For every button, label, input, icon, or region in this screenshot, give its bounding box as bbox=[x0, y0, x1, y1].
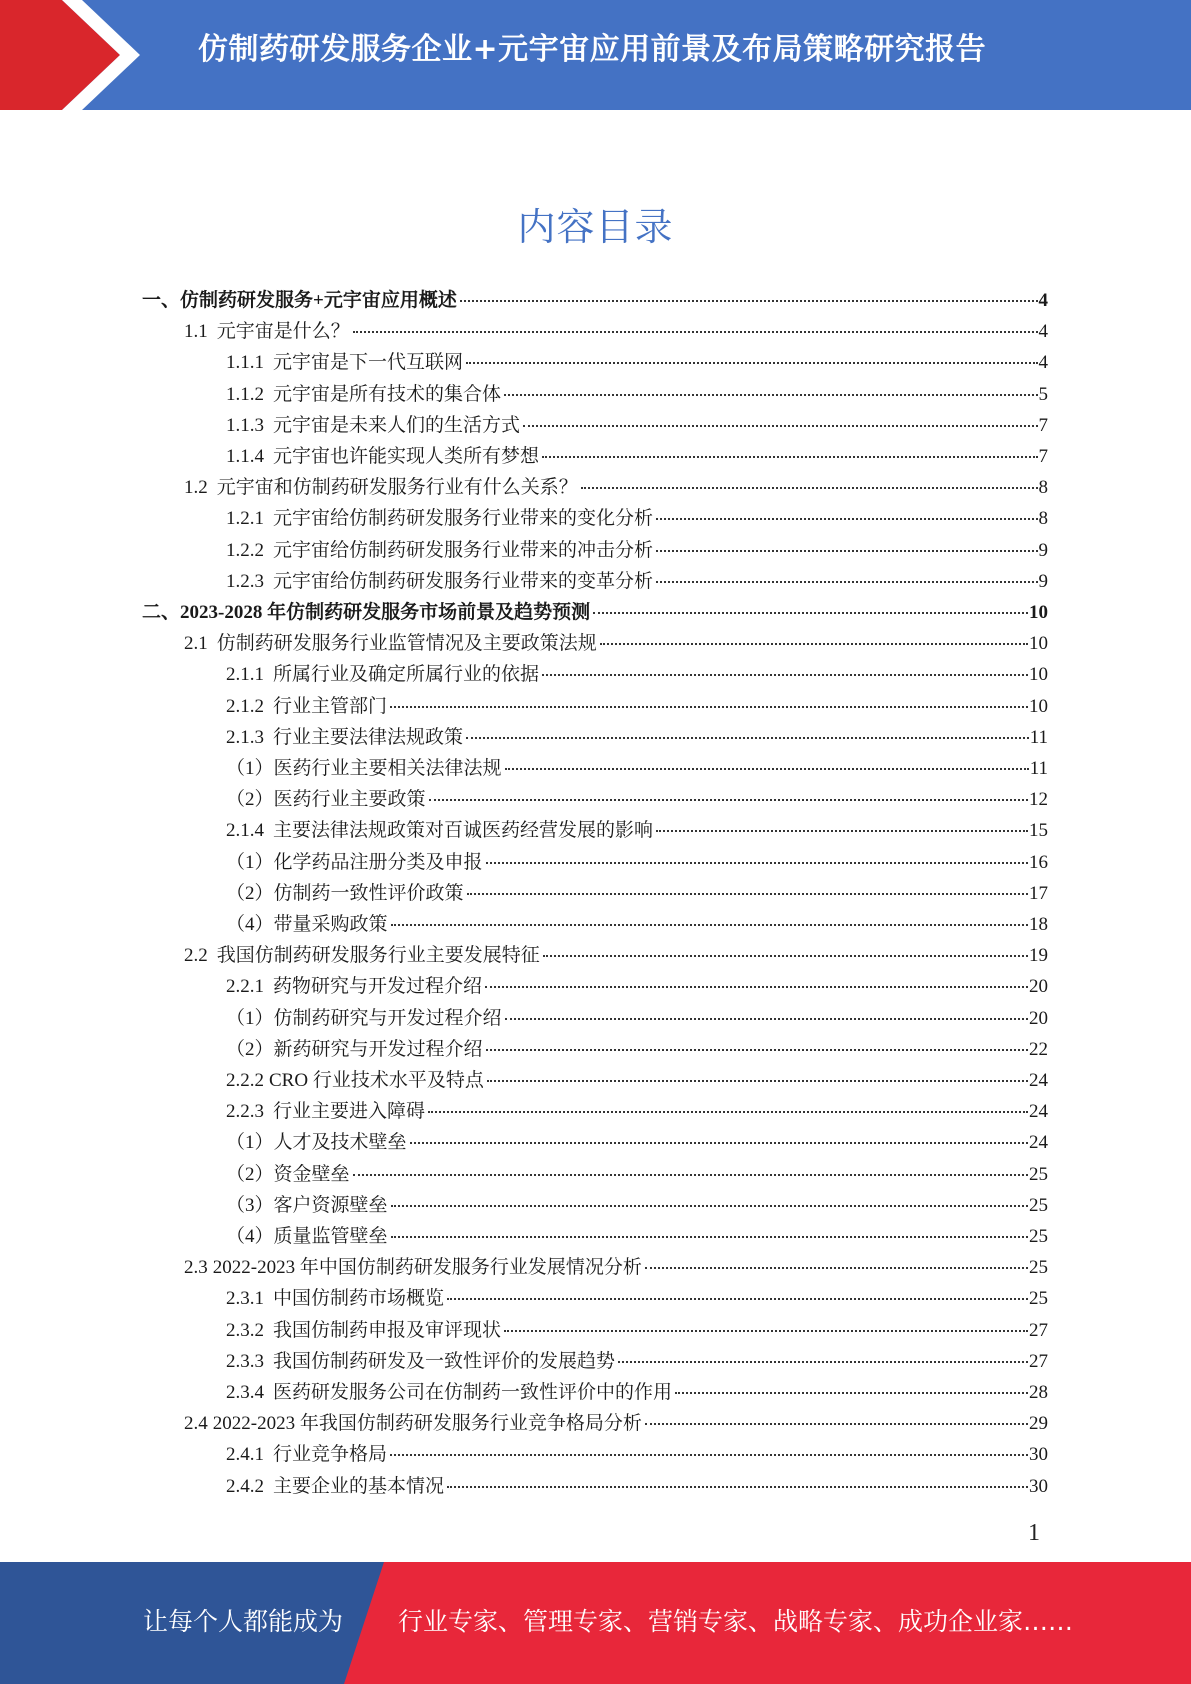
toc-entry-number: 2.3.4 bbox=[226, 1382, 264, 1403]
toc-dot-leader bbox=[505, 1018, 1028, 1020]
toc-entry-number: （3） bbox=[226, 1194, 274, 1216]
toc-entry-title: 仿制药研究与开发过程介绍 bbox=[273, 1007, 502, 1029]
toc-entry-title: 2022-2023 年中国仿制药研发服务行业发展情况分析 bbox=[212, 1257, 642, 1279]
toc-entry-title: 医药行业主要相关法律法规 bbox=[273, 758, 502, 779]
toc-entry[interactable] bbox=[226, 1127, 1048, 1158]
toc-entry-number: 1.2.2 bbox=[226, 539, 264, 561]
toc-entry-page: 27 bbox=[1029, 1350, 1048, 1372]
toc-entry[interactable] bbox=[226, 878, 1048, 909]
toc-dot-leader bbox=[504, 394, 1037, 396]
toc-entry[interactable] bbox=[226, 847, 1048, 878]
toc-entry-number: 1.1 bbox=[184, 321, 208, 343]
toc-entry-number: 2.2.3 bbox=[226, 1101, 264, 1123]
toc-entry[interactable] bbox=[226, 1096, 1048, 1127]
toc-entry[interactable] bbox=[226, 1377, 1048, 1408]
toc-entry[interactable] bbox=[226, 1190, 1048, 1221]
toc-dot-leader bbox=[428, 1111, 1028, 1113]
toc-entry-page: 17 bbox=[1029, 882, 1048, 904]
toc-entry-number: 2.1 bbox=[184, 633, 208, 655]
toc-entry-page: 10 bbox=[1029, 633, 1048, 655]
toc-entry[interactable] bbox=[184, 316, 1048, 347]
toc-dot-leader bbox=[447, 1298, 1028, 1300]
toc-dot-leader bbox=[581, 487, 1038, 489]
toc-entry[interactable] bbox=[226, 1065, 1048, 1096]
toc-entry-page: 24 bbox=[1029, 1070, 1048, 1091]
toc-entry-page: 4 bbox=[1038, 290, 1048, 311]
toc-entry-title: 仿制药研发服务+元宇宙应用概述 bbox=[180, 290, 457, 311]
toc-dot-leader bbox=[542, 456, 1037, 458]
toc-entry[interactable] bbox=[226, 535, 1048, 566]
toc-entry-title: 行业竞争格局 bbox=[273, 1444, 388, 1466]
toc-entry-title: 质量监管壁垒 bbox=[273, 1226, 388, 1247]
toc-entry-title: 2022-2023 年我国仿制药研发服务行业竞争格局分析 bbox=[212, 1413, 642, 1435]
toc-dot-leader bbox=[466, 362, 1037, 364]
toc-entry[interactable] bbox=[226, 1159, 1048, 1190]
toc-entry[interactable] bbox=[226, 1221, 1048, 1252]
toc-entry-number: （4） bbox=[226, 1226, 274, 1247]
toc-entry-number: （2） bbox=[226, 882, 274, 904]
toc-entry-title: 元宇宙也许能实现人类所有梦想 bbox=[273, 446, 540, 467]
toc-entry-page: 11 bbox=[1029, 758, 1048, 779]
toc-entry-title: 我国仿制药申报及审评现状 bbox=[273, 1319, 502, 1341]
toc-entry-page: 9 bbox=[1038, 570, 1048, 592]
toc-entry-number: 1.2.3 bbox=[226, 570, 264, 592]
toc-entry-title: 药物研究与开发过程介绍 bbox=[273, 976, 483, 998]
toc-entry-title: 医药行业主要政策 bbox=[273, 789, 426, 811]
toc-entry-page: 24 bbox=[1029, 1101, 1048, 1123]
toc-entry-page: 4 bbox=[1038, 352, 1048, 374]
toc-entry-title: 医药研发服务公司在仿制药一致性评价中的作用 bbox=[273, 1382, 673, 1403]
header-arrow-decoration bbox=[0, 0, 150, 110]
toc-dot-leader bbox=[645, 1423, 1028, 1425]
toc-entry-number: 一、 bbox=[142, 290, 181, 311]
toc-entry[interactable] bbox=[226, 347, 1048, 378]
toc-entry-page: 25 bbox=[1029, 1163, 1048, 1185]
toc-entry-page: 12 bbox=[1029, 789, 1048, 811]
toc-dot-leader bbox=[485, 986, 1028, 988]
toc-entry-title: 我国仿制药研发服务行业主要发展特征 bbox=[216, 945, 540, 967]
toc-dot-leader bbox=[656, 550, 1037, 552]
toc-entry[interactable] bbox=[226, 691, 1048, 722]
toc-entry-page: 15 bbox=[1029, 820, 1048, 842]
toc-entry[interactable] bbox=[184, 1408, 1048, 1439]
toc-entry[interactable] bbox=[226, 753, 1048, 784]
toc-entry-number: （2） bbox=[226, 1163, 274, 1185]
toc-entry-page: 7 bbox=[1038, 446, 1048, 467]
toc-entry-page: 30 bbox=[1029, 1475, 1048, 1497]
footer-slogan-right: 行业专家、管理专家、营销专家、战略专家、成功企业家…… bbox=[398, 1607, 1074, 1636]
toc-dot-leader bbox=[593, 612, 1028, 614]
toc-entry-number: 1.1.4 bbox=[226, 446, 264, 467]
toc-entry-number: 2.3.2 bbox=[226, 1319, 264, 1341]
toc-entry-number: 1.1.1 bbox=[226, 352, 264, 374]
toc-dot-leader bbox=[391, 924, 1028, 926]
toc-entry[interactable] bbox=[184, 1252, 1048, 1283]
toc-dot-leader bbox=[486, 1049, 1028, 1051]
toc-entry-number: 1.1.2 bbox=[226, 383, 264, 405]
toc-entry-page: 10 bbox=[1029, 695, 1048, 717]
toc-entry-number: （2） bbox=[226, 1038, 274, 1060]
toc-entry-page: 28 bbox=[1029, 1382, 1048, 1403]
toc-entry-page: 29 bbox=[1029, 1413, 1048, 1435]
toc-entry-number: 2.1.1 bbox=[226, 664, 264, 686]
toc-entry[interactable] bbox=[226, 784, 1048, 815]
toc-entry-title: 元宇宙是什么？ bbox=[216, 321, 350, 343]
toc-dot-leader bbox=[523, 425, 1037, 427]
toc-entry-number: 2.4.1 bbox=[226, 1444, 264, 1466]
toc-entry[interactable] bbox=[226, 971, 1048, 1002]
toc-entry-title: 资金壁垒 bbox=[273, 1163, 350, 1185]
toc-dot-leader bbox=[542, 674, 1028, 676]
toc-entry-page: 22 bbox=[1029, 1038, 1048, 1060]
toc-entry-title: 元宇宙是下一代互联网 bbox=[273, 352, 464, 374]
toc-entry[interactable] bbox=[226, 503, 1048, 534]
toc-entry-number: 2.4 bbox=[184, 1413, 208, 1435]
toc-entry-page: 25 bbox=[1029, 1226, 1048, 1247]
report-title: 仿制药研发服务企业+元宇宙应用前景及布局策略研究报告 bbox=[198, 32, 987, 67]
toc-entry-number: 2.2 bbox=[184, 945, 208, 967]
page-number: 1 bbox=[1028, 1520, 1040, 1546]
toc-entry-number: 2.3.3 bbox=[226, 1350, 264, 1372]
toc-entry-page: 20 bbox=[1029, 1007, 1048, 1029]
toc-entry-number: （4） bbox=[226, 914, 274, 935]
toc-entry-title: 带量采购政策 bbox=[273, 914, 388, 935]
toc-entry-title: 主要企业的基本情况 bbox=[273, 1475, 445, 1497]
toc-entry-title: 新药研究与开发过程介绍 bbox=[273, 1038, 483, 1060]
toc-dot-leader bbox=[410, 1142, 1028, 1144]
toc-entry-number: 1.2 bbox=[184, 477, 208, 499]
toc-entry-page: 10 bbox=[1029, 664, 1048, 686]
toc-entry-number: 2.4.2 bbox=[226, 1475, 264, 1497]
toc-entry-number: 2.2.2 bbox=[226, 1070, 264, 1091]
toc-dot-leader bbox=[656, 581, 1037, 583]
toc-entry-title: 行业主要进入障碍 bbox=[273, 1101, 426, 1123]
toc-entry-title: 化学药品注册分类及申报 bbox=[273, 851, 483, 873]
toc-entry[interactable] bbox=[226, 410, 1048, 441]
toc-dot-leader bbox=[486, 862, 1028, 864]
toc-entry-title: 元宇宙是所有技术的集合体 bbox=[273, 383, 502, 405]
toc-entry-page: 5 bbox=[1038, 383, 1048, 405]
toc-entry-page: 8 bbox=[1038, 477, 1048, 499]
toc-entry-page: 25 bbox=[1029, 1194, 1048, 1216]
toc-dot-leader bbox=[391, 1236, 1028, 1238]
toc-entry[interactable] bbox=[184, 628, 1048, 659]
toc-entry-page: 25 bbox=[1029, 1257, 1048, 1279]
toc-dot-leader bbox=[487, 1080, 1028, 1082]
toc-dot-leader bbox=[460, 300, 1038, 302]
toc-entry-title: 人才及技术壁垒 bbox=[273, 1132, 407, 1154]
toc-entry-page: 8 bbox=[1038, 508, 1048, 530]
toc-entry-title: 仿制药研发服务行业监管情况及主要政策法规 bbox=[216, 633, 597, 655]
toc-entry[interactable] bbox=[226, 722, 1048, 753]
toc-entry-title: 元宇宙给仿制药研发服务行业带来的变化分析 bbox=[273, 508, 654, 530]
toc-dot-leader bbox=[353, 1174, 1028, 1176]
toc-entry-number: （1） bbox=[226, 1007, 274, 1029]
toc-entry-number: （2） bbox=[226, 789, 274, 811]
toc-entry-title: 元宇宙给仿制药研发服务行业带来的变革分析 bbox=[273, 570, 654, 592]
toc-entry-title: CRO 行业技术水平及特点 bbox=[269, 1070, 484, 1091]
toc-chapter-entry[interactable] bbox=[142, 285, 1048, 316]
toc-entry-page: 9 bbox=[1038, 539, 1048, 561]
toc-entry-page: 19 bbox=[1029, 945, 1048, 967]
toc-dot-leader bbox=[656, 830, 1028, 832]
toc-entry-title: 2023-2028 年仿制药研发服务市场前景及趋势预测 bbox=[180, 602, 591, 623]
toc-dot-leader bbox=[353, 331, 1038, 333]
toc-dot-leader bbox=[466, 737, 1029, 739]
toc-entry-title: 客户资源壁垒 bbox=[273, 1194, 388, 1216]
toc-dot-leader bbox=[543, 955, 1028, 957]
toc-dot-leader bbox=[656, 518, 1037, 520]
toc-entry-title: 元宇宙给仿制药研发服务行业带来的冲击分析 bbox=[273, 539, 654, 561]
toc-entry[interactable] bbox=[226, 1003, 1048, 1034]
toc-entry-page: 11 bbox=[1029, 726, 1048, 748]
toc-entry-title: 中国仿制药市场概览 bbox=[273, 1288, 445, 1310]
toc-entry[interactable] bbox=[226, 659, 1048, 690]
toc-dot-leader bbox=[467, 893, 1028, 895]
toc-entry-number: 2.1.2 bbox=[226, 695, 264, 717]
toc-dot-leader bbox=[600, 643, 1028, 645]
toc-entry-number: 2.2.1 bbox=[226, 976, 264, 998]
toc-entry-number: 2.3.1 bbox=[226, 1288, 264, 1310]
toc-entry-number: 2.1.4 bbox=[226, 820, 264, 842]
toc-entry-number: 2.1.3 bbox=[226, 726, 264, 748]
toc-dot-leader bbox=[504, 1330, 1028, 1332]
toc-dot-leader bbox=[505, 768, 1029, 770]
toc-entry-number: 1.2.1 bbox=[226, 508, 264, 530]
toc-entry-page: 30 bbox=[1029, 1444, 1048, 1466]
toc-entry-page: 25 bbox=[1029, 1288, 1048, 1310]
toc-dot-leader bbox=[429, 799, 1028, 801]
toc-dot-leader bbox=[645, 1267, 1028, 1269]
toc-entry-page: 24 bbox=[1029, 1132, 1048, 1154]
toc-entry-number: （1） bbox=[226, 758, 274, 779]
toc-entry[interactable] bbox=[226, 815, 1048, 846]
toc-entry[interactable] bbox=[226, 379, 1048, 410]
toc-entry-page: 4 bbox=[1038, 321, 1048, 343]
toc-entry[interactable] bbox=[184, 472, 1048, 503]
toc-entry[interactable] bbox=[226, 1315, 1048, 1346]
toc-entry-title: 行业主管部门 bbox=[273, 695, 388, 717]
footer-slogan-left: 让每个人都能成为 bbox=[143, 1607, 344, 1636]
toc-entry-page: 20 bbox=[1029, 976, 1048, 998]
toc-entry-page: 18 bbox=[1029, 914, 1048, 935]
toc-dot-leader bbox=[675, 1392, 1028, 1394]
toc-dot-leader bbox=[390, 706, 1028, 708]
footer-banner bbox=[0, 1562, 1191, 1684]
toc-entry[interactable] bbox=[226, 566, 1048, 597]
toc-dot-leader bbox=[391, 1205, 1028, 1207]
toc-dot-leader bbox=[390, 1454, 1028, 1456]
toc-entry-title: 元宇宙是未来人们的生活方式 bbox=[273, 414, 521, 436]
toc-entry[interactable] bbox=[184, 940, 1048, 971]
toc-entry-title: 行业主要法律法规政策 bbox=[273, 726, 464, 748]
toc-entry[interactable] bbox=[226, 909, 1048, 940]
toc-entry-title: 所属行业及确定所属行业的依据 bbox=[273, 664, 540, 686]
toc-entry-title: 元宇宙和仿制药研发服务行业有什么关系？ bbox=[216, 477, 578, 499]
toc-entry-number: 2.3 bbox=[184, 1257, 208, 1279]
toc-entry-page: 27 bbox=[1029, 1319, 1048, 1341]
toc-entry-number: （1） bbox=[226, 851, 274, 873]
toc-entry-title: 我国仿制药研发及一致性评价的发展趋势 bbox=[273, 1350, 616, 1372]
toc-entry-number: （1） bbox=[226, 1132, 274, 1154]
toc-entry-page: 10 bbox=[1029, 602, 1048, 623]
toc-entry[interactable] bbox=[226, 1439, 1048, 1470]
toc-entry[interactable] bbox=[226, 1283, 1048, 1314]
toc-entry-page: 16 bbox=[1029, 851, 1048, 873]
toc-entry[interactable] bbox=[226, 1346, 1048, 1377]
toc-dot-leader bbox=[618, 1361, 1028, 1363]
header-banner bbox=[0, 0, 1191, 110]
toc-entry-number: 1.1.3 bbox=[226, 414, 264, 436]
toc-entry-title: 仿制药一致性评价政策 bbox=[273, 882, 464, 904]
toc-dot-leader bbox=[447, 1486, 1028, 1488]
toc-entry[interactable] bbox=[226, 1034, 1048, 1065]
toc-entry-number: 二、 bbox=[142, 602, 181, 623]
toc-entry[interactable] bbox=[226, 441, 1048, 472]
toc-chapter-entry[interactable] bbox=[142, 597, 1048, 628]
toc-entry-title: 主要法律法规政策对百诚医药经营发展的影响 bbox=[273, 820, 654, 842]
toc-heading: 内容目录 bbox=[517, 205, 674, 249]
toc-entry-page: 7 bbox=[1038, 414, 1048, 436]
toc-entry[interactable] bbox=[226, 1471, 1048, 1502]
